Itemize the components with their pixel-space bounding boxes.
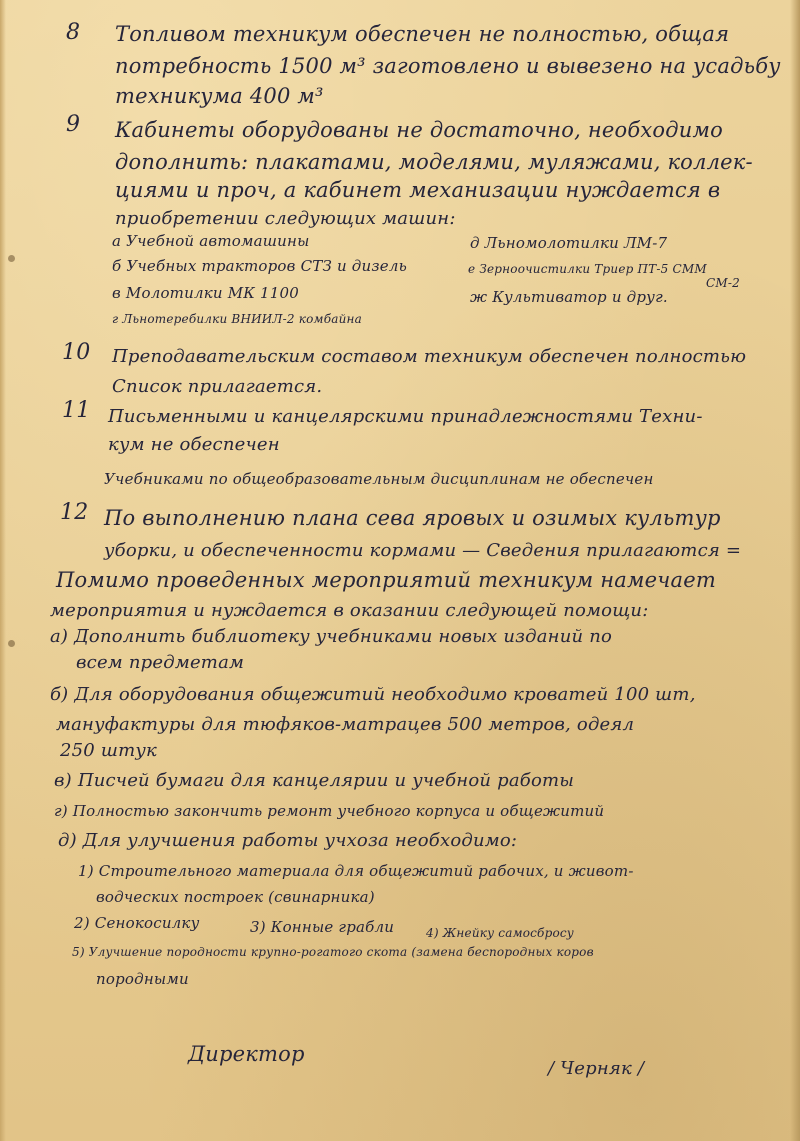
- item-12-line-2: уборки, и обеспеченности кормами — Сведения прилагаются =: [104, 540, 742, 561]
- item-9-line-2: дополнить: плакатами, моделями, муляжами, коллек-: [115, 150, 753, 174]
- punch-hole: [8, 255, 15, 262]
- item-11-line-3: Учебниками по общеобразовательным дисциплинам не обеспечен: [104, 470, 654, 488]
- needs-d: д) Для улучшения работы учхоза необходимо:: [58, 830, 518, 851]
- item-9-line-4: приобретении следующих машин:: [115, 208, 456, 229]
- item-9-list-b: б Учебных тракторов СТЗ и дизель: [112, 257, 407, 275]
- needs-d-1-line-2: водческих построек (свинарника): [96, 888, 375, 906]
- needs-intro-line-2: мероприятия и нуждается в оказании следующей помощи:: [50, 600, 649, 621]
- needs-v: в) Писчей бумаги для канцелярии и учебной работы: [54, 770, 575, 791]
- item-12-number: 12: [60, 500, 89, 525]
- needs-d-5-line-2: породными: [96, 970, 189, 988]
- item-10-line-2: Список прилагается.: [112, 376, 323, 397]
- needs-d-1-line-1: 1) Строительного материала для общежитий рабочих, и живот-: [78, 862, 634, 880]
- item-9-list-e-note: СМ-2: [706, 276, 740, 290]
- item-9-list-g: г Льнотеребилки ВНИИЛ-2 комбайна: [112, 312, 362, 326]
- needs-d-2: 2) Сенокосилку: [74, 914, 200, 932]
- item-9-list-a: а Учебной автомашины: [112, 232, 310, 250]
- signature-name: / Черняк /: [548, 1058, 645, 1079]
- item-11-number: 11: [62, 398, 91, 423]
- needs-intro-line-1: Помимо проведенных мероприятий техникум намечает: [56, 568, 716, 592]
- item-9-line-1: Кабинеты оборудованы не достаточно, необходимо: [115, 118, 723, 142]
- item-11-line-1: Письменными и канцелярскими принадлежностями Техни-: [108, 406, 703, 427]
- paper-edge-right: [790, 0, 800, 1141]
- needs-d-4: 4) Жнейку самосбросу: [426, 926, 574, 940]
- item-10-line-1: Преподавательским составом техникум обеспечен полностью: [112, 346, 747, 367]
- item-9-list-v: в Молотилки МК 1100: [112, 284, 300, 302]
- signature-title: Директор: [188, 1042, 305, 1066]
- item-8-line-2: потребность 1500 м³ заготовлено и вывезено на усадьбу: [115, 54, 781, 78]
- item-10-number: 10: [62, 340, 91, 365]
- punch-hole: [8, 640, 15, 647]
- paper-edge-left: [0, 0, 6, 1141]
- item-8-line-3: техникума 400 м³: [115, 84, 324, 108]
- needs-b-line-3: 250 штук: [60, 740, 157, 761]
- item-9-number: 9: [66, 112, 81, 137]
- item-9-list-d: д Льномолотилки ЛМ-7: [470, 234, 668, 252]
- item-8-number: 8: [66, 20, 81, 45]
- needs-d-3: 3) Конные грабли: [250, 918, 395, 936]
- item-9-list-zh: ж Культиватор и друг.: [470, 288, 668, 306]
- item-11-line-2: кум не обеспечен: [108, 434, 280, 455]
- item-9-list-e: е Зерноочистилки Триер ПТ-5 СММ: [468, 262, 707, 276]
- item-9-line-3: циями и проч, а кабинет механизации нуждается в: [115, 178, 721, 202]
- item-8-line-1: Топливом техникум обеспечен не полностью, общая: [115, 22, 730, 46]
- item-12-line-1: По выполнению плана сева яровых и озимых культур: [104, 506, 721, 530]
- needs-g: г) Полностью закончить ремонт учебного корпуса и общежитий: [54, 802, 605, 820]
- needs-d-5-line-1: 5) Улучшение породности крупно-рогатого скота (замена беспородных коров: [72, 945, 594, 959]
- needs-b-line-1: б) Для оборудования общежитий необходимо кроватей 100 шт,: [50, 684, 696, 705]
- needs-a-line-2: всем предметам: [76, 652, 245, 673]
- needs-a-line-1: а) Дополнить библиотеку учебниками новых изданий по: [50, 626, 613, 647]
- needs-b-line-2: мануфактуры для тюфяков-матрацев 500 метров, одеял: [56, 714, 635, 735]
